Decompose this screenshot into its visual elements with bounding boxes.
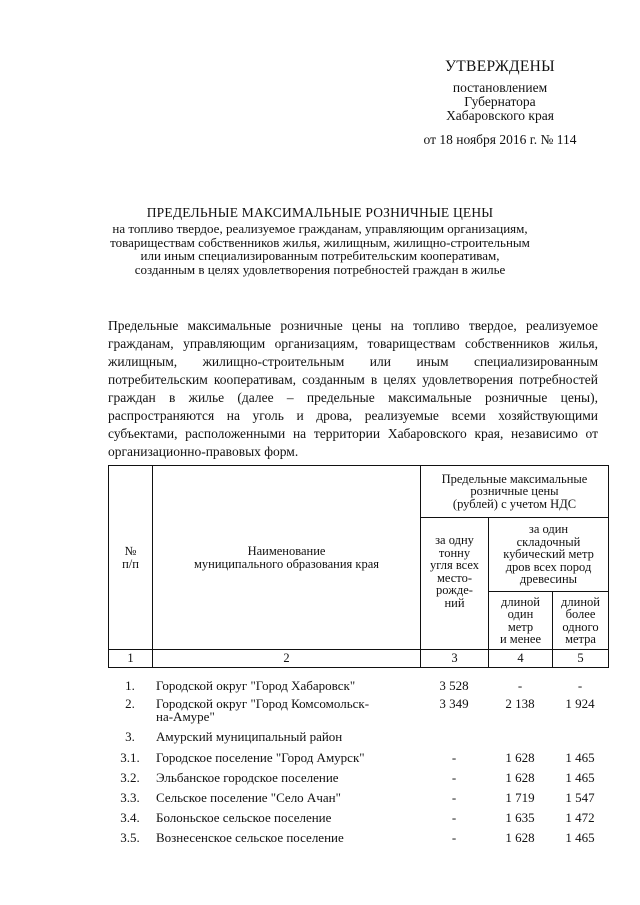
table-row <box>108 679 608 697</box>
row-long-price: 1 465 <box>565 830 595 845</box>
row-ton-price: - <box>451 790 457 805</box>
approval-line: Губернатора <box>464 94 536 109</box>
row-long-price: 1 465 <box>565 750 595 765</box>
approval-block <box>380 58 620 147</box>
row-name: Вознесенское сельское поселение <box>156 830 344 845</box>
document-title: ПРЕДЕЛЬНЫЕ МАКСИМАЛЬНЫЕ РОЗНИЧНЫЕ ЦЕНЫ <box>146 205 494 220</box>
subtitle-line: или иным специализированным потребительским кооперативам, <box>140 248 500 263</box>
column-index-row <box>109 650 609 668</box>
approval-date: от 18 ноября 2016 г. № 114 <box>423 132 577 147</box>
row-short-price <box>488 730 552 751</box>
row-short-price: - <box>517 678 523 693</box>
table-row <box>108 791 608 811</box>
row-number: 3. <box>125 729 135 744</box>
table-row <box>108 730 608 751</box>
index-cell: 2 <box>153 650 421 668</box>
row-short-price: 1 628 <box>505 750 535 765</box>
row-number: 3.4. <box>120 810 140 825</box>
col-short-header: длиной один метр и менее <box>489 592 553 650</box>
col-long-header: длиной более одного метра <box>553 592 609 650</box>
row-number: 3.1. <box>120 750 140 765</box>
approval-line: Хабаровского края <box>446 108 554 123</box>
row-name: Сельское поселение "Село Ачан" <box>156 790 341 805</box>
row-number: 3.3. <box>120 790 140 805</box>
col-ton-header: за одну тонну угля всех место- рожде- ний <box>421 518 489 650</box>
row-name: Городское поселение "Город Амурск" <box>156 750 365 765</box>
row-ton-price: - <box>451 830 457 845</box>
table-row <box>108 697 608 730</box>
col-wood-group-header: за один складочный кубический метр дров всех пород древесины <box>489 518 609 592</box>
row-ton-price <box>420 730 488 751</box>
approval-heading: УТВЕРЖДЕНЫ <box>445 58 555 75</box>
col-num-header: № п/п <box>109 466 153 650</box>
row-name: Эльбанское городское поселение <box>156 770 339 785</box>
index-cell: 1 <box>109 650 153 668</box>
index-cell: 3 <box>421 650 489 668</box>
row-ton-price: - <box>451 810 457 825</box>
row-short-price: 1 628 <box>505 830 535 845</box>
approval-line: постановлением <box>452 80 548 95</box>
intro-paragraph: Предельные максимальные розничные цены на топливо твердое, реализуемое гражданам, управляющим организациям, товариществам собственников жилья, жилищным, жилищно-строительным или иным специализированным потребительским кооперативам, созданным в целях удовлетворения потребностей граждан в жилье (далее – предельные максимальные розничные цены), распространяются на уголь и дрова, реализуемые всеми хозяйствующими субъектами, расположенными на территории Хабаровского края, независимо от организационно-правовых форм. <box>108 318 598 459</box>
row-long-price: 1 924 <box>565 696 595 711</box>
table-row <box>108 811 608 831</box>
row-ton-price: 3 528 <box>439 678 469 693</box>
row-name: Городской округ "Город Хабаровск" <box>156 678 356 693</box>
row-short-price: 2 138 <box>505 696 535 711</box>
index-cell: 4 <box>489 650 553 668</box>
row-number: 1. <box>125 678 135 693</box>
row-short-price: 1 635 <box>505 810 535 825</box>
row-number: 3.2. <box>120 770 140 785</box>
row-long-price <box>552 730 608 751</box>
subtitle-line: на топливо твердое, реализуемое гражданам, управляющим организациям, <box>112 221 528 236</box>
index-cell: 5 <box>553 650 609 668</box>
row-number: 2. <box>125 696 135 711</box>
row-ton-price: - <box>451 770 457 785</box>
row-ton-price: - <box>451 750 457 765</box>
row-name: Болоньское сельское поселение <box>156 810 332 825</box>
table-row <box>108 771 608 791</box>
table-row <box>108 751 608 771</box>
row-long-price: - <box>577 678 583 693</box>
col-name-header: Наименование муниципального образования края <box>153 466 421 650</box>
col-price-group-header: Предельные максимальные розничные цены (рублей) с учетом НДС <box>421 466 609 518</box>
row-long-price: 1 465 <box>565 770 595 785</box>
row-name: Амурский муниципальный район <box>156 729 343 744</box>
subtitle-line: созданным в целях удовлетворения потребностей граждан в жилье <box>134 261 506 277</box>
row-long-price: 1 472 <box>565 810 595 825</box>
table-row <box>108 831 608 851</box>
price-table-header <box>108 465 609 668</box>
row-ton-price: 3 349 <box>439 696 469 711</box>
row-number: 3.5. <box>120 830 140 845</box>
document-subtitle <box>40 222 600 276</box>
row-short-price: 1 719 <box>505 790 535 805</box>
price-table-body <box>108 679 608 851</box>
row-long-price: 1 547 <box>565 790 595 805</box>
row-short-price: 1 628 <box>505 770 535 785</box>
subtitle-line: товариществам собственников жилья, жилищным, жилищно-строительным <box>110 234 530 250</box>
row-name: Городской округ "Город Комсомольск- на-Амуре" <box>156 696 370 724</box>
